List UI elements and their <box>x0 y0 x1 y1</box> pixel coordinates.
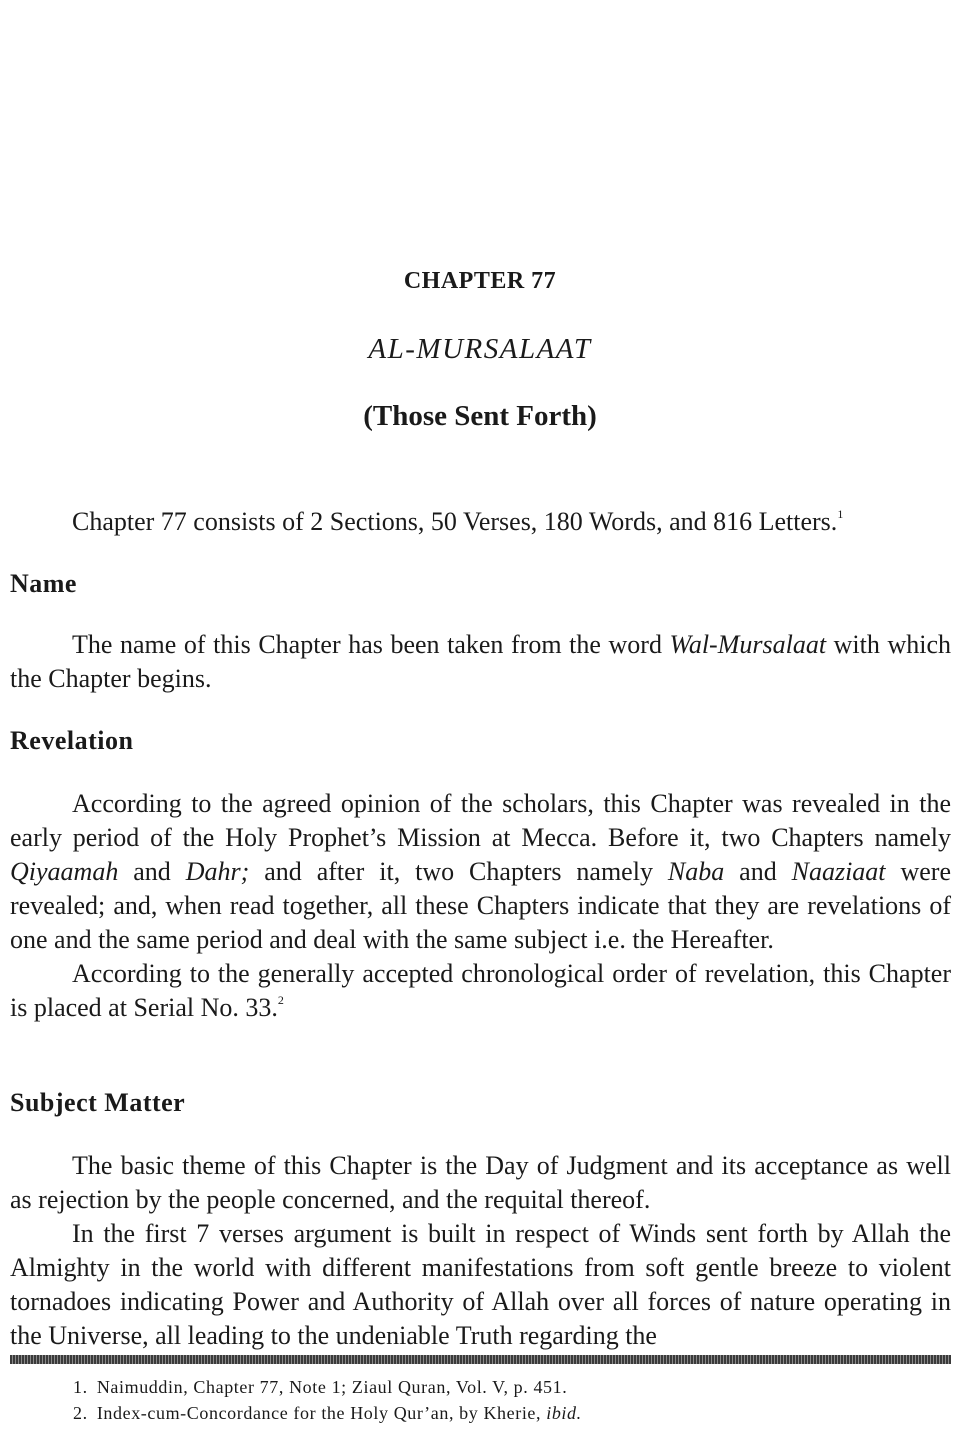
subject-paragraph-2: In the first 7 verses argument is built in respect of Winds sent forth by Allah the Almighty in the world with different manifestations from soft gentle breeze to violent tornadoes indicating Power and Authority of Allah over all forces of nature operating in the Universe, all leading to the undeniable Truth regarding the <box>10 1219 951 1350</box>
name-section-body <box>10 628 951 696</box>
revelation-paragraph-2: According to the generally accepted chronological order of revelation, this Chapter is placed at Serial No. 33.$^2$ <box>10 959 951 1022</box>
term-naba: Naba <box>667 857 725 886</box>
term-wal-mursalaat: Wal-Mursalaat <box>669 630 827 659</box>
footnote-ref-1: 1 <box>837 507 844 521</box>
footnote-ref-2: 2 <box>277 993 284 1007</box>
section-heading-revelation: Revelation <box>10 726 134 755</box>
intro-text: Chapter 77 consists of 2 Sections, 50 Verses, 180 Words, and 816 Letters. <box>72 507 838 536</box>
subject-paragraph-1: The basic theme of this Chapter is the Day of Judgment and its acceptance as well as rejection by the people concerned, and the requital thereof. <box>10 1151 951 1214</box>
footnote-divider <box>10 1355 951 1364</box>
subject-section-body <box>10 1149 951 1353</box>
footnotes <box>73 1374 582 1426</box>
name-paragraph: The name of this Chapter has been taken from the word Wal-Mursalaat with which the Chapter begins. <box>10 630 951 693</box>
revelation-paragraph-1: According to the agreed opinion of the scholars, this Chapter was revealed in the early period of the Holy Prophet’s Mission at Mecca. Before it, two Chapters namely Qiyaamah and Dahr; and after it, two Chapters namely Naba and Naaziaat were revealed; and, when read together, all these Chapters indicate that they are revelations of one and the same period and deal with the same subject i.e. the Hereafter. <box>10 789 951 954</box>
footnote-1: 1. Naimuddin, Chapter 77, Note 1; Ziaul Quran, Vol. V, p. 451. <box>73 1377 568 1397</box>
chapter-title: AL-MURSALAAT <box>368 333 592 365</box>
section-heading-name: Name <box>10 569 77 598</box>
term-qiyaamah: Qiyaamah <box>10 857 119 886</box>
revelation-section-body <box>10 787 951 1025</box>
chapter-number: CHAPTER 77 <box>403 268 557 294</box>
term-naaziaat: Naaziaat <box>791 857 886 886</box>
section-heading-subject-matter: Subject Matter <box>10 1088 186 1117</box>
term-dahr: Dahr; <box>185 857 250 886</box>
footnote-2: 2. Index-cum-Concordance for the Holy Qur’an, by Kherie, ibid. <box>73 1403 582 1423</box>
chapter-subtitle: (Those Sent Forth) <box>363 400 597 432</box>
intro-paragraph <box>10 505 951 539</box>
